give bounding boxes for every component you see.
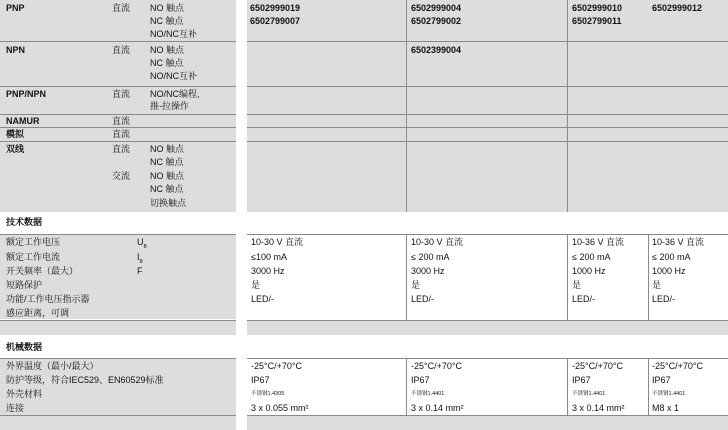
part-number: 6502999012	[652, 3, 703, 13]
tech-value: 是	[411, 280, 421, 290]
pnp-label: PNP	[6, 3, 25, 13]
pnpnpn-label: PNP/NPN	[6, 89, 47, 99]
tech-value: 是	[572, 280, 582, 290]
tech-value: 10-36 V 直流	[572, 237, 625, 247]
mech-row-label: 防护等级，符合IEC529、EN60529标准	[6, 375, 164, 385]
mech-value: IP67	[411, 375, 430, 385]
mech-data-heading: 机械数据	[6, 342, 43, 352]
mech-value: 3 x 0.055 mm²	[251, 403, 309, 413]
tech-spacer	[0, 321, 236, 335]
tech-value: ≤ 200 mA	[411, 252, 450, 262]
tech-value: 是	[251, 280, 261, 290]
twowire-dc-no: NO 触点	[150, 144, 185, 154]
tech-value: LED/-	[411, 294, 435, 304]
current-symbol: $I_B$	[137, 252, 143, 265]
tech-value: LED/-	[572, 294, 596, 304]
twowire-ac-changeover: 切换触点	[150, 198, 187, 208]
part-number: 6502799011	[572, 16, 622, 26]
tech-row-label: 短路保护	[6, 280, 43, 290]
mech-value: 不锈钢1.4401	[652, 391, 686, 397]
part-number: 6502999010	[572, 3, 623, 13]
twowire-current-ac: 交流	[112, 171, 131, 181]
npn-func-nonc: NO/NC互补	[150, 71, 197, 81]
tech-row-label: 感应距离，可调	[6, 308, 70, 318]
mech-value: -25°C/+70°C	[411, 361, 462, 371]
pnp-func-nonc: NO/NC互补	[150, 29, 197, 39]
pnp-func-no: NO 触点	[150, 3, 185, 13]
part-number: 6502799002	[411, 16, 462, 26]
tech-value: 1000 Hz	[652, 266, 686, 276]
twowire-ac-no: NO 触点	[150, 171, 185, 181]
tech-row-label: 功能/工作电压指示器	[6, 294, 90, 304]
tech-row-label: 额定工作电流	[6, 252, 61, 262]
tech-spacer	[247, 321, 728, 335]
pnpnpn-func-prog: NO/NC编程,	[150, 89, 200, 99]
pnp-current: 直流	[112, 3, 131, 13]
mech-value: -25°C/+70°C	[251, 361, 302, 371]
mech-value: 3 x 0.14 mm²	[572, 403, 625, 413]
voltage-symbol: $U_B$	[137, 237, 147, 250]
mech-row-label: 外壳材料	[6, 389, 43, 399]
mech-value: IP67	[251, 375, 270, 385]
tech-value: 3000 Hz	[251, 266, 285, 276]
namur-current: 直流	[112, 116, 131, 126]
mech-spacer	[247, 416, 728, 430]
analog-current: 直流	[112, 129, 131, 139]
part-number: 6502999019	[250, 3, 301, 13]
mech-value: IP67	[652, 375, 671, 385]
tech-value: 10-30 V 直流	[251, 237, 304, 247]
tech-value: ≤ 200 mA	[572, 252, 611, 262]
mech-value: 3 x 0.14 mm²	[411, 403, 464, 413]
tech-value: ≤ 200 mA	[652, 252, 691, 262]
mech-value: IP67	[572, 375, 591, 385]
tech-value: LED/-	[652, 294, 676, 304]
twowire-current-dc: 直流	[112, 144, 131, 154]
pnpnpn-func-pushpull: 推-拉操作	[150, 101, 189, 111]
twowire-dc-nc: NC 触点	[150, 157, 184, 167]
npn-current: 直流	[112, 45, 131, 55]
pnp-func-nc: NC 触点	[150, 16, 184, 26]
namur-label: NAMUR	[6, 116, 40, 126]
npn-func-no: NO 触点	[150, 45, 185, 55]
mech-value: -25°C/+70°C	[652, 361, 703, 371]
mech-spacer	[0, 416, 236, 430]
tech-value: 1000 Hz	[572, 266, 606, 276]
mech-value: 不锈钢1.4401	[572, 391, 606, 397]
tech-value: 3000 Hz	[411, 266, 445, 276]
tech-value: LED/-	[251, 294, 275, 304]
mech-value: 不锈钢1.4401	[411, 391, 445, 397]
npn-label: NPN	[6, 45, 26, 55]
tech-value: 是	[652, 280, 662, 290]
pnpnpn-current: 直流	[112, 89, 131, 99]
part-number: 6502799007	[250, 16, 301, 26]
frequency-symbol: F	[137, 266, 143, 276]
tech-value: ≤100 mA	[251, 252, 287, 262]
tech-value: 10-30 V 直流	[411, 237, 464, 247]
part-number: 6502999004	[411, 3, 462, 13]
tech-data-heading: 技术数据	[6, 217, 43, 227]
twowire-label: 双线	[6, 144, 25, 154]
mech-value: -25°C/+70°C	[572, 361, 623, 371]
npn-func-nc: NC 触点	[150, 58, 184, 68]
part-number: 6502399004	[411, 45, 462, 55]
mech-row-label: 连接	[6, 403, 25, 413]
analog-label: 模拟	[6, 129, 25, 139]
twowire-ac-nc: NC 触点	[150, 184, 184, 194]
tech-value: 10-36 V 直流	[652, 237, 705, 247]
tech-row-label: 额定工作电压	[6, 237, 61, 247]
mech-value: M8 x 1	[652, 403, 680, 413]
tech-row-label: 开关频率（最大）	[6, 266, 79, 276]
mech-value: 不锈钢1.4305	[251, 391, 285, 397]
part-number-column	[247, 0, 728, 212]
mech-row-label: 外界温度（最小/最大）	[6, 361, 99, 371]
